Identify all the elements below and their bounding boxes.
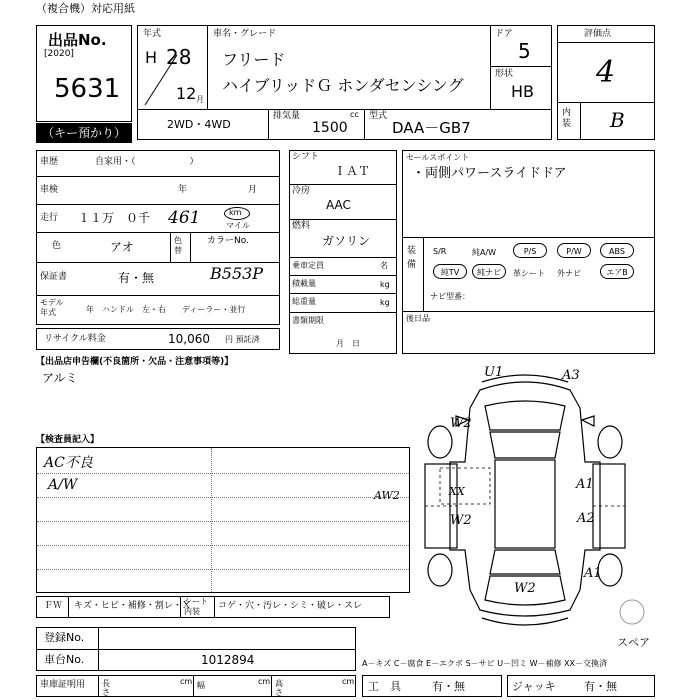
fw-label: ＦＷ xyxy=(44,601,63,611)
sales-point: ・両側パワースライドドア xyxy=(412,166,567,181)
equipment-r2-2: 革シート xyxy=(513,269,545,278)
registration-label: 登録No. xyxy=(44,631,85,644)
color-value: アオ xyxy=(110,240,134,254)
lot-number: 5631 xyxy=(54,74,121,104)
load-unit: kg xyxy=(380,280,390,289)
capacity-unit: 名 xyxy=(380,261,388,270)
equipment-r1-1: 純A/W xyxy=(472,248,497,257)
cc-unit: cc xyxy=(350,110,359,119)
km-unit: km xyxy=(229,208,242,217)
ac-value: AAC xyxy=(326,198,351,212)
equipment-r2-3: 外ナビ xyxy=(557,269,581,278)
mileage-value: １１万 ０千 xyxy=(78,211,151,225)
drive-type: 2WD・4WD xyxy=(167,118,231,131)
later-label: 後日品 xyxy=(406,314,430,323)
model-year-label1: モデル xyxy=(40,298,64,307)
cert-label: 車庫証明用 xyxy=(40,680,86,690)
rating-score: 4 xyxy=(596,55,616,90)
year-label: 年式 xyxy=(143,29,162,39)
cert-height-unit: cm xyxy=(342,677,355,686)
cert-width-unit: cm xyxy=(258,677,271,686)
shape: HB xyxy=(511,82,535,101)
jack-label: ジャッキ xyxy=(512,680,556,693)
color-no-label: カラーNo. xyxy=(207,236,249,246)
model-code: DAA－GB7 xyxy=(392,119,471,137)
load-label: 積載量 xyxy=(292,279,316,288)
seat-label-1: シート xyxy=(184,597,208,606)
cert-width-label: 幅 xyxy=(197,681,205,690)
mileage-handwritten: 461 xyxy=(168,208,201,228)
equipment-r1-2: P/S xyxy=(513,243,547,258)
year-value: 28 xyxy=(166,45,192,69)
equipment-r2-4: エアB xyxy=(600,264,634,279)
chassis-number: 1012894 xyxy=(201,653,255,667)
lot-year-code: [2020] xyxy=(44,49,74,59)
displacement: 1500 xyxy=(312,120,348,136)
spare-label: スペア xyxy=(617,636,650,649)
sales-label: セールスポイント xyxy=(406,153,470,162)
recycle-label: リサイクル料金 xyxy=(44,334,106,344)
mark-left-side: AW2 xyxy=(374,489,400,502)
mark-w2-door: W2 xyxy=(450,513,472,528)
grade: ハイブリッドＧ ホンダセンシング xyxy=(222,76,464,95)
declaration-value: アルミ xyxy=(42,371,78,385)
model-year-label2: 年式 xyxy=(40,308,56,317)
cert-length-unit: cm xyxy=(180,677,193,686)
equipment-r2-1: 純ナビ xyxy=(472,264,506,279)
door-label: ドア xyxy=(495,29,513,39)
docs-label: 書類期限 xyxy=(292,316,324,325)
color-change-label: 色替 xyxy=(174,236,182,255)
shift-label: シフト xyxy=(292,152,320,162)
doors: 5 xyxy=(518,39,531,63)
inspector-note-2: A/W xyxy=(48,477,78,493)
recycle-unit: 円 預託済 xyxy=(225,335,260,344)
fuel-label: 燃料 xyxy=(292,221,311,231)
mark-xx: XX xyxy=(449,485,465,498)
docs-unit: 月 日 xyxy=(336,339,360,348)
mark-top-right: A3 xyxy=(562,368,580,383)
displacement-label: 排気量 xyxy=(273,111,301,121)
equip-label: 装備 xyxy=(407,246,417,270)
rating-label: 評価点 xyxy=(584,29,612,39)
damage-legend: A－キズ C－腐食 E－エクボ S－サビ U－凹ミ W－補修 XX－交換済 xyxy=(362,659,608,668)
tools-label: 工 具 xyxy=(368,680,401,693)
cert-length-label: 長さ xyxy=(102,679,110,697)
mark-top: U1 xyxy=(484,365,504,380)
equipment-r1-4: ABS xyxy=(600,243,634,258)
shape-label: 形状 xyxy=(495,69,514,79)
mile-unit: マイル xyxy=(226,221,250,230)
inspector-label: 【検査員記入】 xyxy=(36,435,100,445)
lot-label: 出品No. xyxy=(48,31,107,49)
equipment-r1-3: P/W xyxy=(557,243,591,258)
form-title: （複合機）対応用紙 xyxy=(36,2,135,15)
interior-label: 内装 xyxy=(562,108,572,129)
seat-label-2: 内装 xyxy=(184,607,200,616)
declaration-label: 【出品店申告欄(不良箇所・欠品・注意事項等)】 xyxy=(36,357,234,367)
mileage-label: 走行 xyxy=(40,213,59,223)
fuel-value: ガソリン xyxy=(322,234,371,248)
inspection-label: 車検 xyxy=(40,185,59,195)
mark-rear-right: A1 xyxy=(584,566,602,581)
navi-label: ナビ型番： xyxy=(430,292,470,301)
inspector-note-1: AC不良 xyxy=(44,455,93,471)
equipment-r2-0: 純TV xyxy=(433,264,467,279)
history-value: 自家用・（ ） xyxy=(95,157,199,167)
model-code-label: 型式 xyxy=(369,111,388,121)
name-label: 車名・グレード xyxy=(213,29,277,39)
month-unit: 月 xyxy=(196,95,204,104)
color-label: 色 xyxy=(52,241,62,251)
fw-options: キズ・ヒビ・補修・割レ・Ｘ xyxy=(74,601,191,611)
key-badge: （キー預かり） xyxy=(36,123,132,143)
capacity-label: 乗車定員 xyxy=(292,261,324,270)
gross-label: 総重量 xyxy=(292,297,316,306)
ac-label: 冷房 xyxy=(292,186,311,196)
jack-value: 有・無 xyxy=(584,680,617,693)
seat-options: コゲ・穴・汚レ・シミ・破レ・スレ xyxy=(218,601,363,611)
mark-right-front: A1 xyxy=(576,477,594,492)
color-code-handwritten: B553P xyxy=(210,264,264,283)
warranty-label: 保証書 xyxy=(40,272,68,282)
tools-value: 有・無 xyxy=(432,680,465,693)
history-label: 車歴 xyxy=(40,157,59,167)
mark-right-rear: A2 xyxy=(577,511,595,526)
inspection-year-unit: 年 xyxy=(178,185,188,195)
mark-left-upper: W2 xyxy=(450,416,472,431)
model-year-fields: 年 ハンドル 左・右 ディーラー・並行 xyxy=(86,305,246,314)
chassis-label: 車台No. xyxy=(44,653,85,666)
model-name: フリード xyxy=(222,50,286,69)
year-month: 12 xyxy=(176,84,197,103)
interior-score: B xyxy=(610,108,625,132)
cert-height-label: 高さ xyxy=(275,679,283,697)
inspection-month-unit: 月 xyxy=(248,185,258,195)
equipment-r1-0: S/R xyxy=(433,247,447,256)
year-era: H xyxy=(145,48,158,67)
recycle-value: 10,060 xyxy=(168,332,210,346)
warranty-value: 有・無 xyxy=(118,271,155,285)
shift-value: ＩＡＴ xyxy=(334,164,371,178)
gross-unit: kg xyxy=(380,298,390,307)
mark-bottom: W2 xyxy=(514,581,536,596)
